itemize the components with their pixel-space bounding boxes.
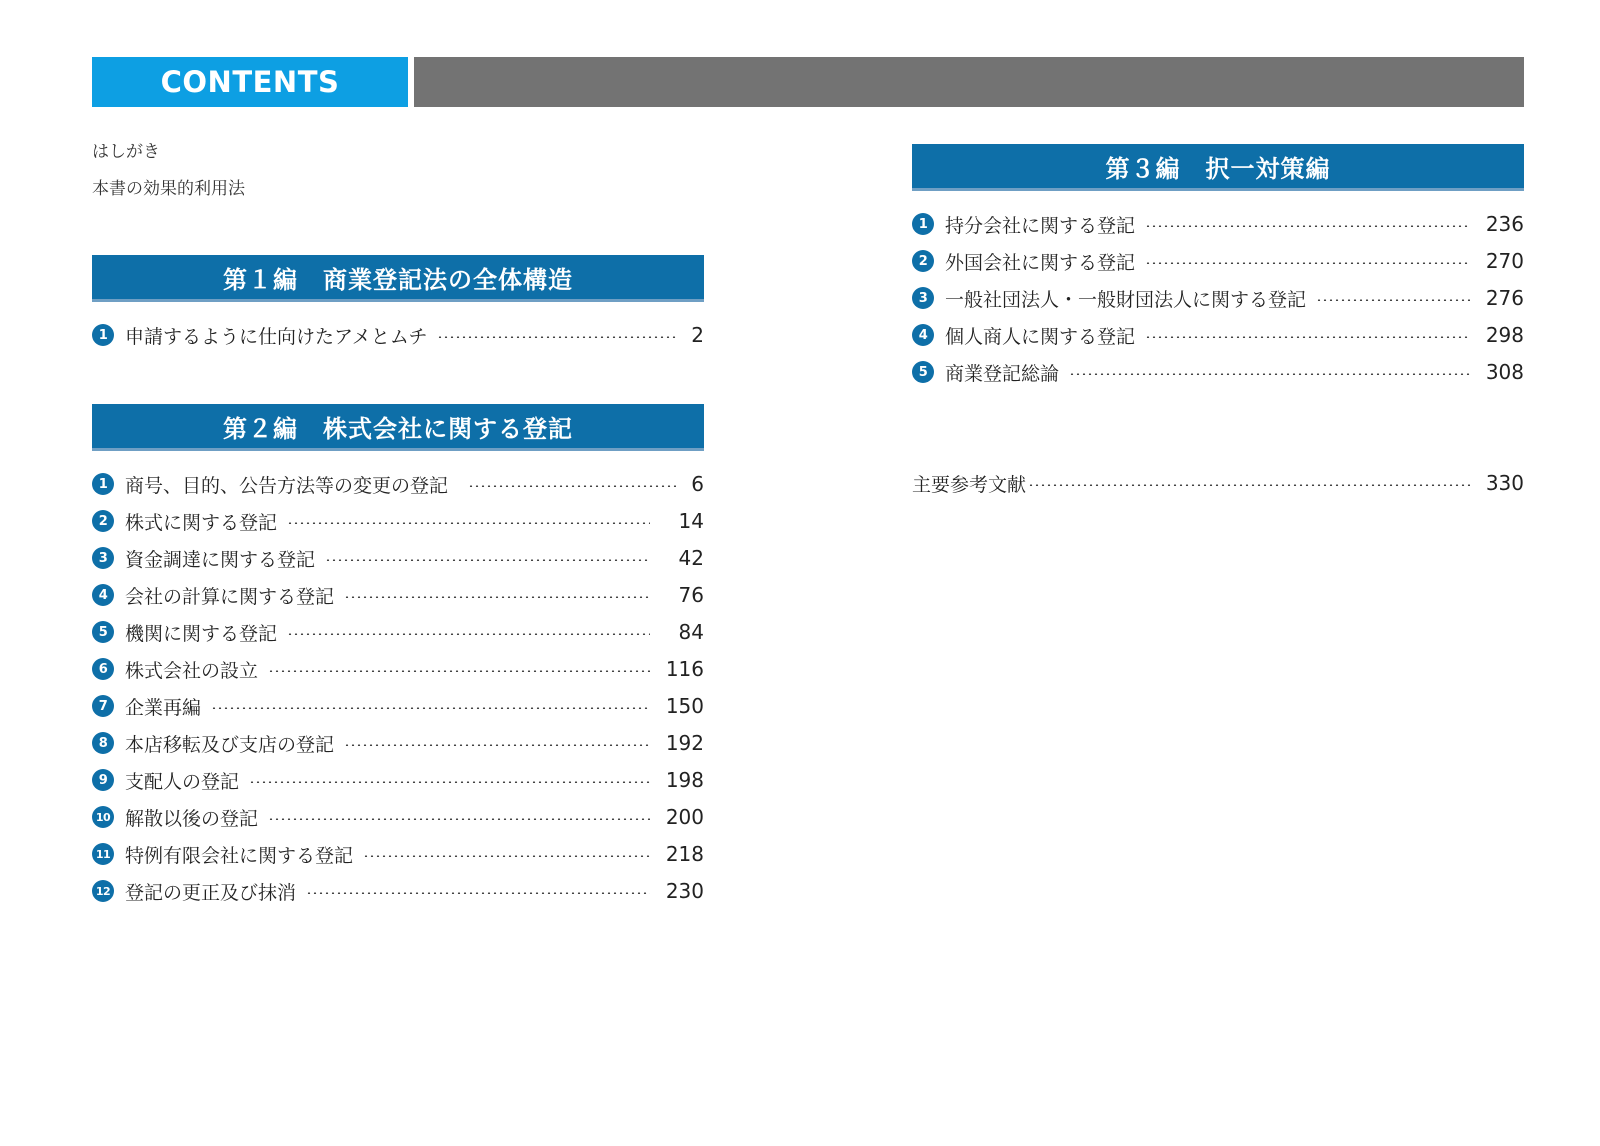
entry-number-icon: 2 (92, 510, 114, 532)
entry-number-icon: 8 (92, 732, 114, 754)
entry-number-icon: 9 (92, 769, 114, 791)
leader-dots (437, 336, 676, 338)
leader-dots (1145, 225, 1470, 227)
leader-dots (211, 707, 650, 709)
entry-page: 276 (1485, 286, 1524, 310)
toc-entry[interactable] (912, 283, 1524, 313)
contents-badge: CONTENTS (92, 57, 408, 107)
entry-title: 一般社団法人・一般財団法人に関する登記 (945, 288, 1307, 311)
entry-title: 商号、目的、公告方法等の変更の登記 (125, 474, 449, 497)
intro-how-to-use[interactable]: 本書の効果的利用法 (92, 179, 245, 199)
toc-entry[interactable] (92, 543, 704, 573)
leader-dots (344, 596, 650, 598)
leader-dots (1316, 299, 1470, 301)
entry-page: 298 (1485, 323, 1524, 347)
toc-entry[interactable] (912, 209, 1524, 239)
entry-title: 機関に関する登記 (125, 622, 278, 645)
references-entry[interactable] (912, 468, 1524, 498)
leader-dots (1028, 484, 1470, 486)
leader-dots (468, 485, 676, 487)
entry-title: 支配人の登記 (125, 770, 240, 793)
entry-page: 230 (665, 879, 704, 903)
entry-page: 116 (665, 657, 704, 681)
references-title: 主要参考文献 (912, 473, 1027, 496)
leader-dots (287, 522, 650, 524)
toc-entry[interactable] (92, 691, 704, 721)
entry-number-icon: 7 (92, 695, 114, 717)
leader-dots (306, 892, 650, 894)
toc-entry[interactable] (92, 506, 704, 536)
entry-page: 84 (678, 620, 704, 644)
leader-dots (325, 559, 650, 561)
toc-entry[interactable] (912, 320, 1524, 350)
entry-page: 192 (665, 731, 704, 755)
references-page: 330 (1485, 471, 1524, 495)
entry-page: 2 (691, 323, 704, 347)
toc-entry[interactable] (92, 765, 704, 795)
entry-page: 236 (1485, 212, 1524, 236)
entry-title: 企業再編 (125, 696, 202, 719)
toc-entry[interactable] (92, 802, 704, 832)
entry-page: 42 (678, 546, 704, 570)
toc-entry[interactable] (92, 580, 704, 610)
entry-title: 解散以後の登記 (125, 807, 259, 830)
toc-entry[interactable] (92, 617, 704, 647)
entry-title: 申請するように仕向けたアメとムチ (125, 325, 428, 348)
intro-preface[interactable]: はしがき (92, 142, 160, 162)
toc-entry[interactable] (92, 728, 704, 758)
toc-entry[interactable] (92, 839, 704, 869)
entry-number-icon: 5 (912, 361, 934, 383)
entry-number-icon: 1 (92, 324, 114, 346)
leader-dots (249, 781, 650, 783)
entry-number-icon: 1 (912, 213, 934, 235)
leader-dots (287, 633, 650, 635)
entry-page: 14 (678, 509, 704, 533)
entry-page: 198 (665, 768, 704, 792)
entry-title: 株式に関する登記 (125, 511, 278, 534)
entry-number-icon: 5 (92, 621, 114, 643)
part3-header: 第３編 択一対策編 (912, 144, 1524, 188)
entry-number-icon: 11 (92, 843, 114, 865)
leader-dots (268, 818, 650, 820)
entry-title: 持分会社に関する登記 (945, 214, 1136, 237)
entry-title: 株式会社の設立 (125, 659, 259, 682)
entry-title: 特例有限会社に関する登記 (125, 844, 354, 867)
leader-dots (344, 744, 650, 746)
entry-number-icon: 3 (912, 287, 934, 309)
entry-page: 270 (1485, 249, 1524, 273)
entry-page: 150 (665, 694, 704, 718)
entry-number-icon: 3 (92, 547, 114, 569)
entry-title: 資金調達に関する登記 (125, 548, 316, 571)
entry-title: 個人商人に関する登記 (945, 325, 1136, 348)
entry-page: 218 (665, 842, 704, 866)
leader-dots (268, 670, 650, 672)
entry-title: 登記の更正及び抹消 (125, 881, 297, 904)
entry-number-icon: 1 (92, 473, 114, 495)
entry-number-icon: 10 (92, 806, 114, 828)
toc-entry[interactable] (92, 320, 704, 350)
toc-entry[interactable] (912, 246, 1524, 276)
entry-number-icon: 12 (92, 880, 114, 902)
leader-dots (1069, 373, 1470, 375)
toc-entry[interactable] (912, 357, 1524, 387)
entry-page: 200 (665, 805, 704, 829)
entry-title: 会社の計算に関する登記 (125, 585, 335, 608)
entry-number-icon: 4 (912, 324, 934, 346)
entry-number-icon: 6 (92, 658, 114, 680)
entry-page: 6 (691, 472, 704, 496)
entry-page: 308 (1485, 360, 1524, 384)
leader-dots (363, 855, 650, 857)
entry-number-icon: 4 (92, 584, 114, 606)
entry-title: 商業登記総論 (945, 362, 1060, 385)
part2-header: 第２編 株式会社に関する登記 (92, 404, 704, 448)
leader-dots (1145, 262, 1470, 264)
header-bar (414, 57, 1524, 107)
toc-entry[interactable] (92, 469, 704, 499)
toc-entry[interactable] (92, 654, 704, 684)
part1-header: 第１編 商業登記法の全体構造 (92, 255, 704, 299)
entry-page: 76 (678, 583, 704, 607)
entry-number-icon: 2 (912, 250, 934, 272)
entry-title: 本店移転及び支店の登記 (125, 733, 335, 756)
leader-dots (1145, 336, 1470, 338)
toc-entry[interactable] (92, 876, 704, 906)
entry-title: 外国会社に関する登記 (945, 251, 1136, 274)
